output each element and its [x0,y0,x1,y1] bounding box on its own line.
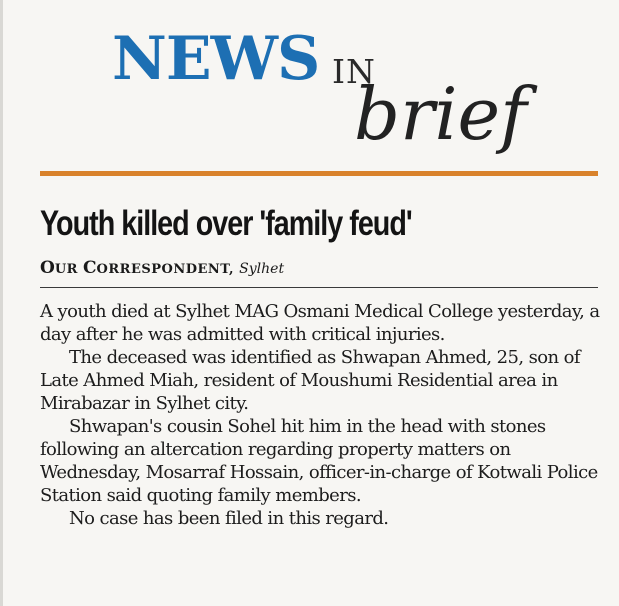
article-headline: Youth killed over 'family feud' [40,204,412,243]
byline-divider [40,287,598,288]
article-paragraph: No case has been filed in this regard. [69,508,389,529]
byline-location: Sylhet [239,261,285,277]
masthead-brief: brief [354,72,527,156]
byline-rest-2: ORRESPONDENT, [96,262,235,277]
masthead-in: IN [332,52,376,91]
article-body [40,300,600,530]
byline-rest-1: UR [54,262,83,277]
article-paragraph: The deceased was identified as Shwapan Ahmed, 25, son of Late Ahmed Miah, resident of Moushumi Residential area in Mirabazar in Sylhet city. [40,347,580,414]
article-paragraph: Shwapan's cousin Sohel hit him in the head with stones following an altercation regarding property matters on Wednesday, Mosarraf Hossain, officer-in-charge of Kotwali Police Station said quoting family members. [40,416,598,506]
byline-initial-1: O [40,258,55,278]
article-byline [40,258,284,278]
byline-initial-2: C [82,258,97,278]
section-divider [40,171,598,176]
masthead-news: NEWS [112,24,320,94]
article-paragraph: A youth died at Sylhet MAG Osmani Medical College yesterday, a day after he was admitted with critical injuries. [40,301,600,345]
section-masthead [0,0,619,172]
